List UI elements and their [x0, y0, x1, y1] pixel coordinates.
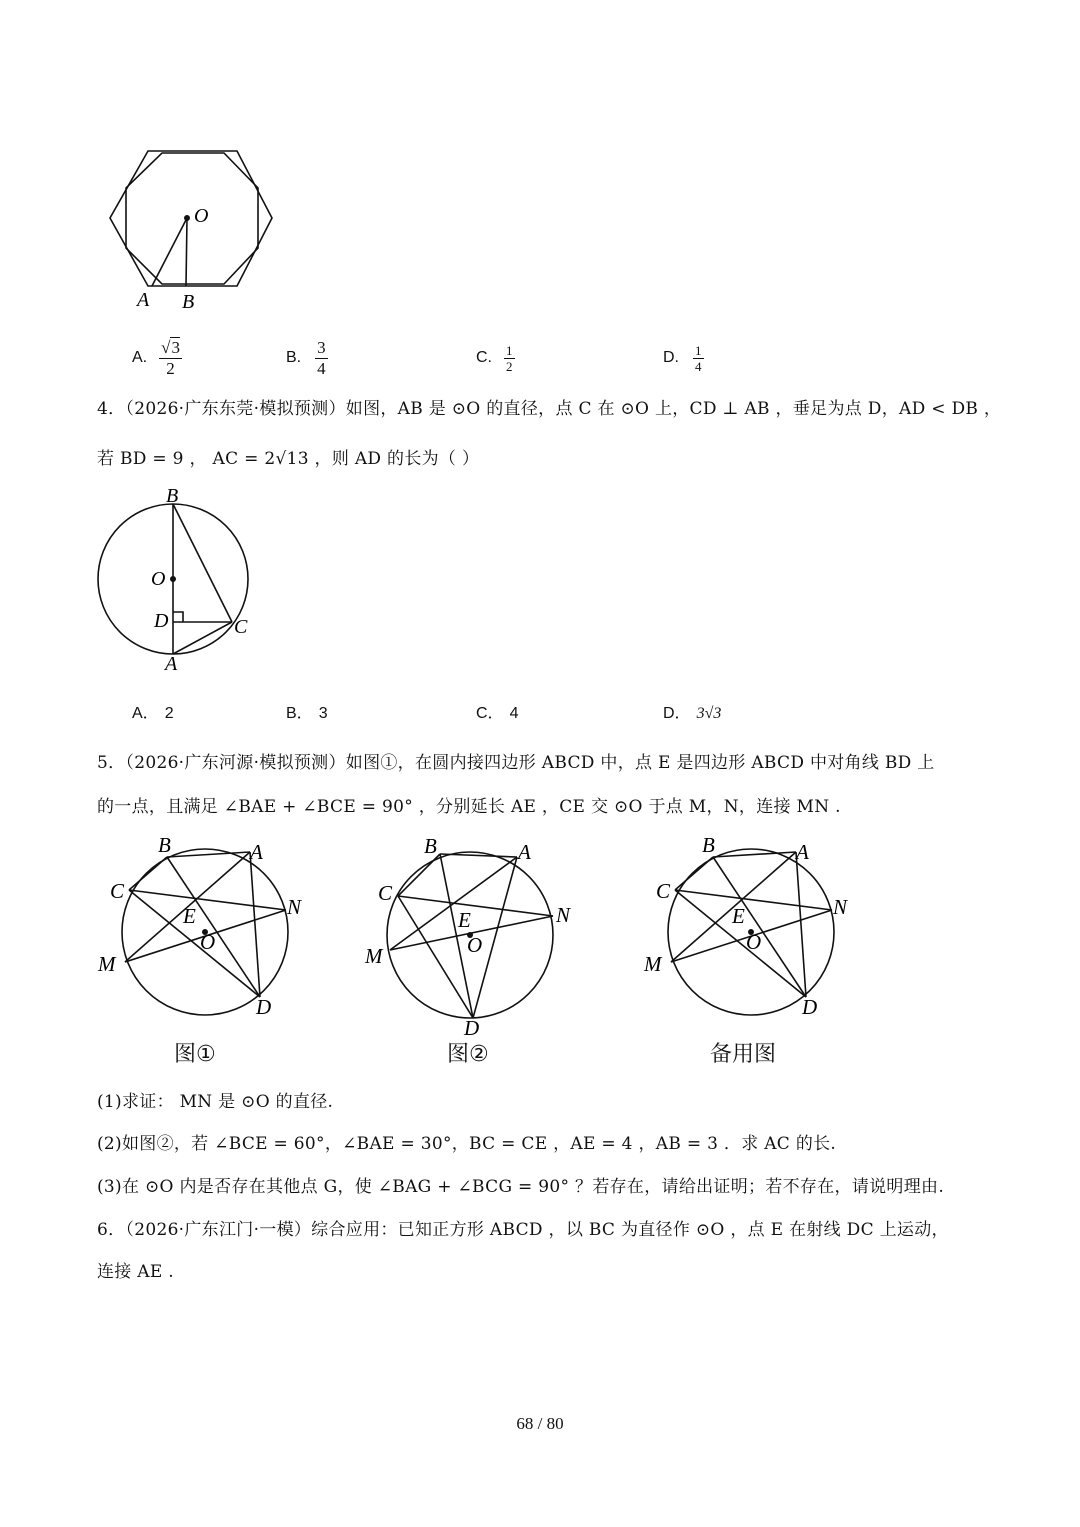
- label-n: N: [287, 895, 302, 919]
- fraction-numerator: 3: [171, 337, 180, 357]
- segment-bc: [398, 854, 440, 896]
- label-a: A: [796, 840, 809, 864]
- label-c: C: [110, 879, 125, 903]
- fraction-denominator: 2: [506, 358, 513, 374]
- label-o: O: [746, 930, 762, 954]
- label-d: D: [464, 1016, 480, 1040]
- label-a: A: [518, 840, 531, 864]
- segment-bc: [173, 504, 232, 622]
- label-b: B: [182, 291, 195, 313]
- figure-circle-q4: [90, 480, 270, 680]
- q4-option-c: C． 4: [476, 705, 519, 722]
- q6-line-2: 连接 AE .: [97, 1262, 174, 1282]
- label-e: E: [458, 908, 471, 932]
- label-c: C: [234, 616, 248, 638]
- segment-bc: [129, 857, 167, 890]
- label-o: O: [200, 930, 216, 954]
- label-a: A: [165, 653, 178, 675]
- label-d: D: [154, 610, 169, 632]
- label-n: N: [556, 903, 571, 927]
- label-m: M: [98, 952, 116, 976]
- label-e: E: [732, 904, 745, 928]
- segment-ad: [250, 852, 260, 997]
- figure-q5-spare: [636, 832, 866, 1022]
- q4-line-2: 若 BD = 9 ， AC = 2√13 ，则 AD 的长为（ ）: [97, 449, 480, 469]
- label-e: E: [183, 904, 196, 928]
- q5-sub-2: (2)如图②，若 ∠BCE = 60°，∠BAE = 30°，BC = CE ，AE = 4 ，AB = 3 ．求 AC 的长.: [97, 1134, 837, 1154]
- label-b: B: [702, 833, 715, 857]
- fraction-numerator: 1: [506, 342, 513, 358]
- segment-cn: [129, 890, 286, 910]
- q4-option-d: D． 3√3: [663, 705, 722, 722]
- q5-line-1: 5．（2026·广东河源·模拟预测）如图①，在圆内接四边形 ABCD 中，点 E 是四边形 ABCD 中对角线 BD 上: [97, 753, 935, 773]
- q5-line-2: 的一点，且满足 ∠BAE + ∠BCE = 90° ，分别延长 AE ，CE 交 ⊙O 于点 M，N，连接 MN .: [97, 797, 841, 817]
- fraction-denominator: 2: [166, 358, 175, 378]
- segment-ad: [796, 852, 806, 997]
- label-m: M: [365, 944, 383, 968]
- q3-option-d: D. $\frac{1}{4}$: [663, 342, 702, 374]
- label-d: D: [802, 995, 818, 1019]
- label-n: N: [833, 895, 848, 919]
- fraction-numerator: 3: [317, 337, 326, 357]
- segment-oa: [152, 218, 187, 286]
- q4-option-b: B． 3: [286, 705, 328, 722]
- caption-figure-2: 图②: [447, 1042, 489, 1067]
- q4-option-a: A． 2: [132, 705, 174, 722]
- figure-q5-2: [360, 832, 590, 1042]
- fraction-denominator: 4: [317, 358, 326, 378]
- q3-option-a: A. $\frac{√3}{2}$: [132, 337, 180, 378]
- page-number: 68 / 80: [516, 1414, 564, 1433]
- label-b: B: [158, 833, 171, 857]
- label-o: O: [151, 568, 166, 590]
- segment-cn: [675, 890, 832, 910]
- figure-hexagon: [100, 140, 290, 320]
- right-angle-mark: [173, 612, 183, 622]
- segment-ac: [173, 622, 232, 654]
- q3-option-c: C. $\frac{1}{2}$: [476, 342, 513, 374]
- label-c: C: [656, 879, 671, 903]
- segment-ob: [186, 218, 187, 286]
- fraction-numerator: 1: [695, 342, 702, 358]
- q5-sub-1: (1)求证： MN 是 ⊙O 的直径.: [97, 1092, 334, 1112]
- q5-sub-3: (3)在 ⊙O 内是否存在其他点 G，使 ∠BAG + ∠BCG = 90° ？若存在，请给出证明；若不存在，请说明理由.: [97, 1177, 945, 1197]
- hexagon-outline: [110, 151, 272, 286]
- label-b: B: [166, 485, 179, 507]
- label-d: D: [256, 995, 272, 1019]
- q4-line-1: 4．（2026·广东东莞·模拟预测）如图，AB 是 ⊙O 的直径，点 C 在 ⊙O 上，CD ⊥ AB ，垂足为点 D，AD < DB ，: [97, 399, 1002, 419]
- segment-ba: [440, 854, 517, 857]
- octagon-outline: [126, 153, 258, 284]
- caption-figure-spare: 备用图: [710, 1042, 777, 1067]
- label-o: O: [467, 933, 483, 957]
- center-point: [170, 576, 176, 582]
- segment-cn: [398, 896, 553, 916]
- label-o: O: [194, 205, 209, 227]
- label-a: A: [137, 289, 150, 311]
- figure-q5-1: [90, 832, 320, 1022]
- label-a: A: [250, 840, 263, 864]
- q3-option-b: B. $\frac{3}{4}$: [286, 337, 326, 378]
- label-c: C: [378, 881, 393, 905]
- fraction-denominator: 4: [695, 358, 702, 374]
- label-m: M: [644, 952, 662, 976]
- segment-bd: [713, 857, 806, 997]
- q6-line-1: 6．（2026·广东江门·一模）综合应用：已知正方形 ABCD ，以 BC 为直径作 ⊙O ，点 E 在射线 DC 上运动，: [97, 1220, 949, 1240]
- segment-bd: [167, 857, 260, 997]
- label-b: B: [424, 834, 437, 858]
- center-point: [184, 215, 190, 221]
- caption-figure-1: 图①: [174, 1042, 216, 1067]
- segment-bc: [675, 857, 713, 890]
